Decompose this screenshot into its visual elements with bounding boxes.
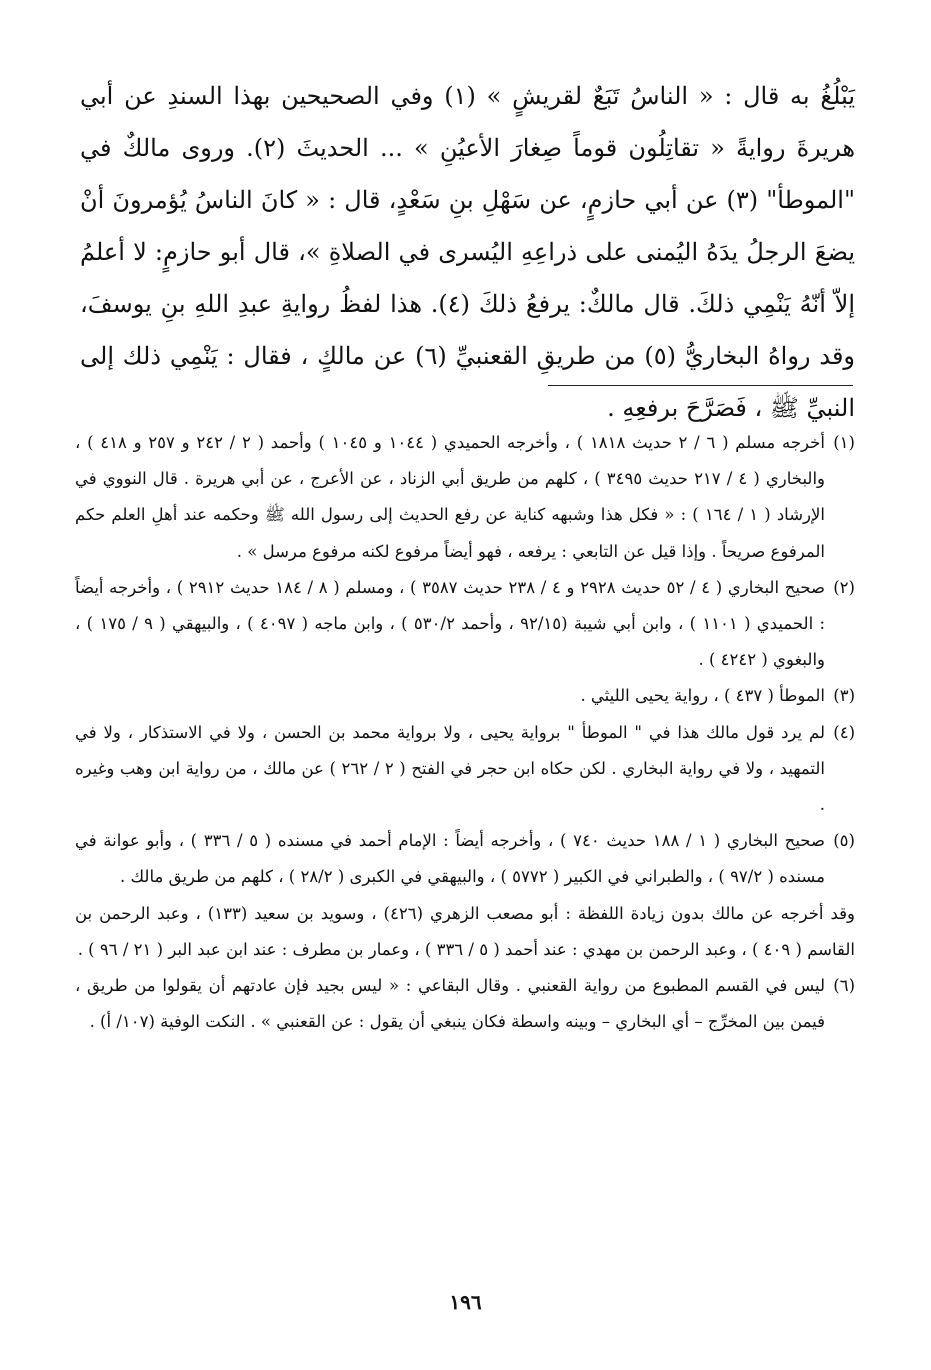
footnote-number: (٤)	[833, 722, 855, 742]
footnote-4	[75, 715, 855, 824]
footnote-text: لم يرد قول مالك هذا في " الموطأ " برواية يحيى ، ولا برواية محمد بن الحسن ، ولا في الاستذكار ، ولا في التمهيد ، ولا في رواية البخاري . لكن حكاه ابن حجر في الفتح ( ٢ / ٢٦٢ ) عن مالك ، من رواية ابن وهب وغيره .	[75, 722, 825, 815]
footnote-text: ليس في القسم المطبوع من رواية القعنبي . وقال البقاعي : « ليس بجيد فإن عادتهم أن يقولوا من طريق ، فيمن بين المخرِّج – أي البخاري – وبينه واسطة فكان ينبغي أن يقول : عن القعنبي » . النكت الوفية (١٠٧/ أ) .	[75, 976, 825, 1032]
footnote-text: صحيح البخاري ( ٤ / ٥٢ حديث ٢٩٢٨ و ٤ / ٢٣٨ حديث ٣٥٨٧ ) ، ومسلم ( ٨ / ١٨٤ حديث ٢٩١٢ ) ، وأخرجه أيضاً : الحميدي ( ١١٠١ ) ، وابن أبي شيبة (٩٢/١٥ ، وأحمد ٥٣٠/٢ ) ، وابن ماجه ( ٤٠٩٧ ) ، والبيهقي ( ٩ / ١٧٥ ) ، والبغوي ( ٤٢٤٢ ) .	[75, 577, 826, 670]
footnote-1	[75, 425, 855, 570]
footnote-number: (١)	[833, 433, 855, 452]
main-paragraph: يَبْلُغُ به قال : « الناسُ تَبَعٌ لقريشٍ » (١) وفي الصحيحين بهذا السندِ عن أبي هريرةَ روايةً « تقاتِلُون قوماً صِغارَ الأعيُنِ » ... الحديثَ (٢). وروى مالكٌ في "الموطأ" (٣) عن أبي حازمٍ، عن سَهْلِ بنِ سَعْدٍ، قال : « كانَ الناسُ يُؤمرونَ أنْ يضعَ الرجلُ يدَهُ اليُمنى على ذراعِهِ اليُسرى في الصلاةِ »، قال أبو حازمٍ: لا أعلمُ إلاّ أنّهُ يَنْمِي ذلكَ. قال مالكٌ: يرفعُ ذلكَ (٤). هذا لفظُ روايةِ عبدِ اللهِ بنِ يوسفَ، وقد رواهُ البخاريُّ (٥) من طريقِ القعنبيِّ (٦) عن مالكٍ ، فقال : يَنْمِي ذلك إلى النبيِّ ﷺ ، فَصَرَّحَ برفعِهِ .	[80, 82, 856, 422]
main-text-block	[80, 70, 855, 434]
footnote-5-continuation	[75, 896, 855, 968]
footnote-text: الموطأ ( ٤٣٧ ) ، رواية يحيى الليثي .	[580, 686, 825, 706]
page-number: ١٩٦	[449, 1290, 482, 1314]
footnote-divider	[548, 385, 853, 386]
footnote-6	[75, 968, 855, 1040]
footnote-text: صحيح البخاري ( ١ / ١٨٨ حديث ٧٤٠ ) ، وأخرجه أيضاً : الإمام أحمد في مسنده ( ٥ / ٣٣٦ ) ، وأبو عوانة في مسنده ( ٩٧/٢ ) ، والطبراني في الكبير ( ٥٧٧٢ ) ، والبيهقي في الكبرى ( ٢٨/٢ ) ، كلهم من طريق مالك .	[75, 831, 825, 887]
footnote-number: (٥)	[833, 831, 855, 851]
footnote-number: (٣)	[833, 686, 855, 706]
footnote-5	[75, 823, 855, 895]
footnote-2	[75, 570, 855, 679]
footnote-number: (٦)	[833, 976, 855, 996]
footnote-text: أخرجه مسلم ( ٦ / ٢ حديث ١٨١٨ ) ، وأخرجه الحميدي ( ١٠٤٤ و ١٠٤٥ ) وأحمد ( ٢ / ٢٤٢ و ٢٥٧ و ٤١٨ ) ، والبخاري ( ٤ / ٢١٧ حديث ٣٤٩٥ ) ، كلهم من طريق أبي الزناد ، عن الأعرج ، عن أبي هريرة . قال النووي في الإرشاد ( ١ / ١٦٤ ) : « فكل هذا وشبهه كناية عن رفع الحديث إلى رسول الله ﷺ وحكمه عند أهلِ العلم حكم المرفوع صريحاً . وإذا قيل عن التابعي : يرفعه ، فهو أيضاً مرفوع لكنه مرفوع مرسل » .	[75, 433, 825, 561]
footnotes	[75, 425, 855, 1040]
footnote-text: وقد أخرجه عن مالك بدون زيادة اللفظة : أبو مصعب الزهري (٤٢٦) ، وسويد بن سعيد (١٣٣) ، وعبد الرحمن بن القاسم ( ٤٠٩ ) ، وعبد الرحمن بن مهدي : عند أحمد ( ٥ / ٣٣٦ ) ، وعمار بن مطرف : عند ابن عبد البر ( ٢١ / ٩٦ ) .	[75, 903, 855, 959]
footnote-number: (٢)	[833, 577, 855, 597]
footnote-3	[75, 678, 855, 714]
